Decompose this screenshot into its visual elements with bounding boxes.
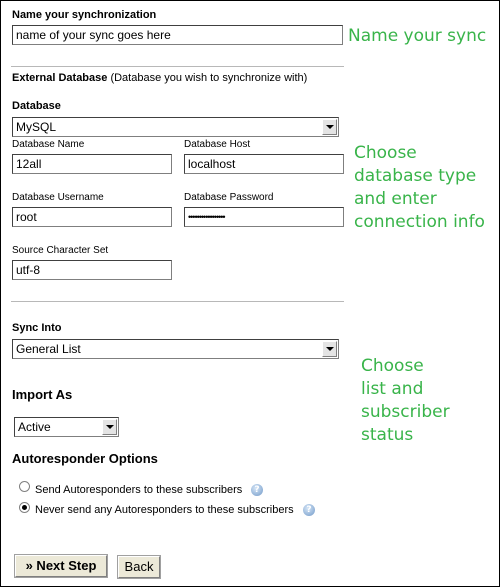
- db-username-input[interactable]: [12, 207, 172, 227]
- help-icon[interactable]: ?: [251, 484, 263, 496]
- help-icon[interactable]: ?: [303, 504, 315, 516]
- chevron-down-icon[interactable]: [322, 119, 337, 135]
- annotation-name-sync: Name your sync: [348, 26, 487, 46]
- db-host-label: Database Host: [184, 139, 251, 150]
- annotation-list-line: list and: [361, 379, 424, 399]
- annotation-db-line: connection info: [354, 212, 485, 232]
- annotation-list-line: status: [361, 425, 414, 445]
- db-password-label: Database Password: [184, 192, 274, 203]
- radio-send-autoresponders[interactable]: [19, 481, 30, 492]
- charset-label: Source Character Set: [12, 245, 109, 256]
- db-password-input[interactable]: •••••••••••••••••: [184, 207, 344, 227]
- charset-input[interactable]: [12, 260, 172, 280]
- divider: [11, 66, 344, 68]
- radio-never-send-autoresponders[interactable]: [19, 502, 30, 513]
- annotation-db: [354, 142, 485, 234]
- db-host-input[interactable]: [184, 154, 344, 174]
- database-type-select[interactable]: [12, 117, 339, 137]
- next-step-button[interactable]: » Next Step: [15, 555, 107, 577]
- db-username-label: Database Username: [12, 192, 104, 203]
- external-db-heading: External Database: [12, 72, 108, 84]
- annotation-db-line: Choose: [354, 143, 417, 163]
- never-send-autoresponders-label: Never send any Autoresponders to these subscribers: [35, 504, 294, 516]
- sync-name-heading: Name your synchronization: [12, 9, 157, 21]
- back-button[interactable]: Back: [118, 556, 160, 578]
- send-autoresponders-label: Send Autoresponders to these subscribers: [35, 484, 243, 496]
- sync-into-select[interactable]: [12, 339, 339, 359]
- annotation-db-line: and enter: [354, 189, 437, 209]
- import-as-value: Active: [18, 420, 51, 434]
- annotation-list: [361, 355, 450, 447]
- import-as-label: Import As: [12, 387, 73, 402]
- chevron-down-icon[interactable]: [102, 419, 117, 435]
- db-name-label: Database Name: [12, 139, 85, 150]
- chevron-down-icon[interactable]: [322, 341, 337, 357]
- annotation-db-line: database type: [354, 166, 477, 186]
- autoresponder-label: Autoresponder Options: [12, 451, 158, 466]
- external-db-note: (Database you wish to synchronize with): [110, 72, 308, 84]
- sync-into-value: General List: [16, 342, 81, 356]
- annotation-list-line: subscriber: [361, 402, 450, 422]
- external-db-heading-row: [12, 72, 307, 84]
- sync-name-input[interactable]: [12, 25, 343, 45]
- db-name-input[interactable]: [12, 154, 172, 174]
- database-type-value: MySQL: [16, 120, 57, 134]
- annotation-list-line: Choose: [361, 356, 424, 376]
- database-label: Database: [12, 100, 61, 112]
- divider: [11, 301, 344, 303]
- import-as-select[interactable]: [14, 417, 119, 437]
- sync-into-label: Sync Into: [12, 322, 62, 334]
